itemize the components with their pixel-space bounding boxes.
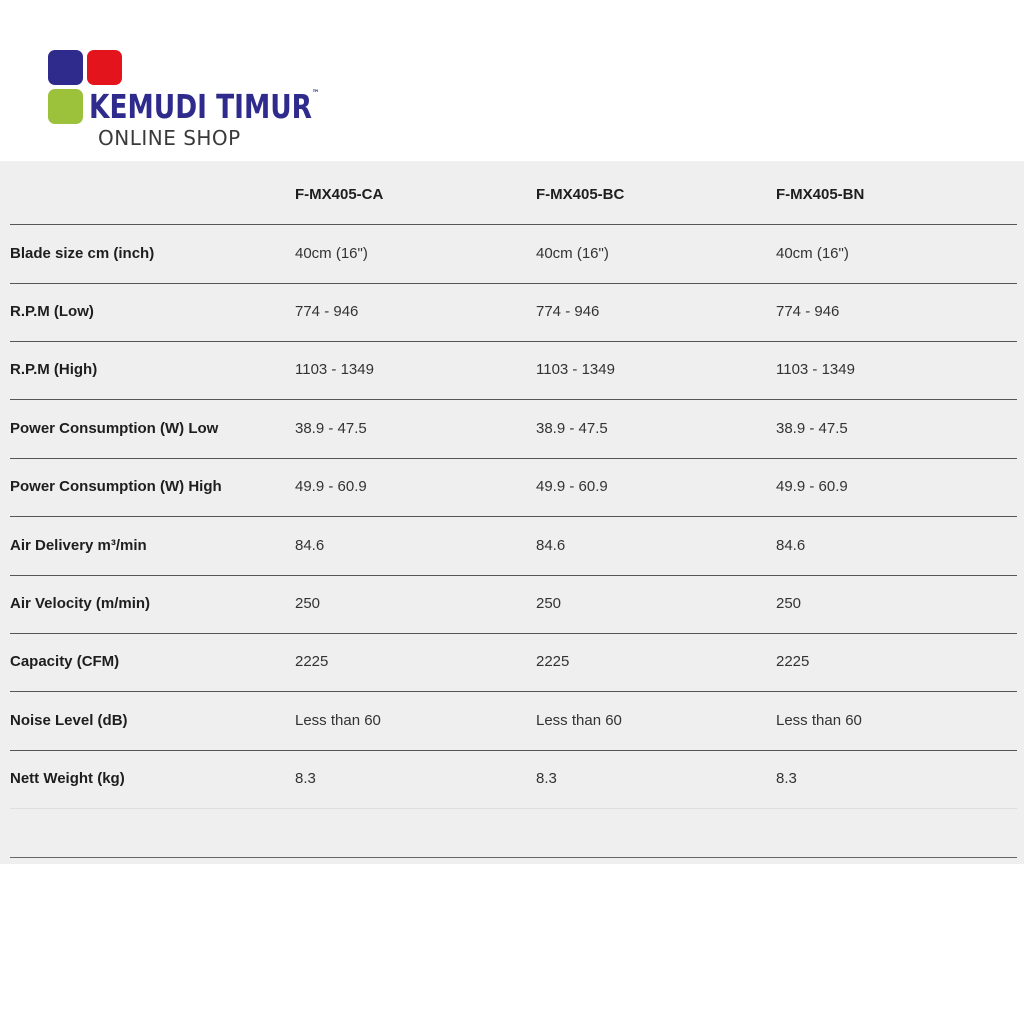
table-cell: 40cm (16"): [536, 245, 609, 262]
table-row: [10, 517, 1017, 576]
table-cell: 40cm (16"): [776, 245, 849, 262]
row-label: Nett Weight (kg): [10, 770, 125, 787]
table-cell: 774 - 946: [776, 303, 840, 320]
table-cell: 49.9 - 60.9: [295, 478, 367, 495]
table-cell: 8.3: [536, 770, 557, 787]
table-cell: 250: [776, 595, 802, 612]
table-cell: 1103 - 1349: [536, 361, 615, 378]
row-label: Blade size cm (inch): [10, 245, 155, 262]
row-label: Air Velocity (m/min): [10, 595, 151, 612]
table-cell: Less than 60: [776, 712, 862, 729]
logo-red-square: [87, 50, 122, 85]
table-cell: 2225: [295, 653, 329, 670]
table-cell: 49.9 - 60.9: [776, 478, 848, 495]
shop-logo: [48, 50, 348, 150]
header-cell-model-bc: F-MX405-BC: [536, 186, 625, 203]
table-cell: 84.6: [536, 537, 566, 554]
row-label: Air Delivery m³/min: [10, 537, 147, 554]
table-cell: 250: [295, 595, 321, 612]
table-cell: 774 - 946: [536, 303, 600, 320]
table-cell: 84.6: [295, 537, 325, 554]
table-cell: 1103 - 1349: [776, 361, 855, 378]
table-cell: 8.3: [295, 770, 316, 787]
table-cell: 774 - 946: [295, 303, 359, 320]
table-cell: Less than 60: [295, 712, 381, 729]
trademark-symbol: ™: [312, 89, 320, 99]
row-label: Power Consumption (W) High: [10, 478, 222, 495]
table-row: [10, 692, 1017, 751]
table-row: [10, 341, 1017, 400]
table-row: [10, 458, 1017, 517]
table-cell: 250: [536, 595, 562, 612]
table-cell: 38.9 - 47.5: [776, 420, 848, 437]
table-cell: 2225: [536, 653, 570, 670]
table-cell: 1103 - 1349: [295, 361, 374, 378]
logo-brand-name: [89, 87, 319, 127]
table-cell: 84.6: [776, 537, 806, 554]
table-row: [10, 633, 1017, 692]
row-label: Power Consumption (W) Low: [10, 420, 219, 437]
table-cell: 40cm (16"): [295, 245, 368, 262]
brand-text: KEMUDI TIMUR: [89, 87, 312, 126]
header-cell-model-ca: F-MX405-CA: [295, 186, 384, 203]
row-label: Capacity (CFM): [10, 653, 120, 670]
row-label: R.P.M (Low): [10, 303, 94, 320]
table-cell: Less than 60: [536, 712, 622, 729]
table-cell: 49.9 - 60.9: [536, 478, 608, 495]
row-label: R.P.M (High): [10, 361, 98, 378]
table-row: [10, 750, 1017, 809]
table-row: [10, 225, 1017, 284]
table-cell: 38.9 - 47.5: [536, 420, 608, 437]
table-row: [10, 283, 1017, 342]
table-row: [10, 400, 1017, 459]
header-cell-model-bn: F-MX405-BN: [776, 186, 865, 203]
table-header-row: [10, 166, 1017, 225]
table-cell: 8.3: [776, 770, 797, 787]
spec-table: [0, 161, 1024, 864]
table-cell: 2225: [776, 653, 810, 670]
table-cell: 38.9 - 47.5: [295, 420, 367, 437]
table-row: [10, 575, 1017, 634]
logo-subtitle: ONLINE SHOP: [98, 126, 241, 150]
table-bottom-divider: [10, 857, 1017, 858]
logo-blue-square: [48, 50, 83, 85]
logo-green-square: [48, 89, 83, 124]
row-label: Noise Level (dB): [10, 712, 128, 729]
